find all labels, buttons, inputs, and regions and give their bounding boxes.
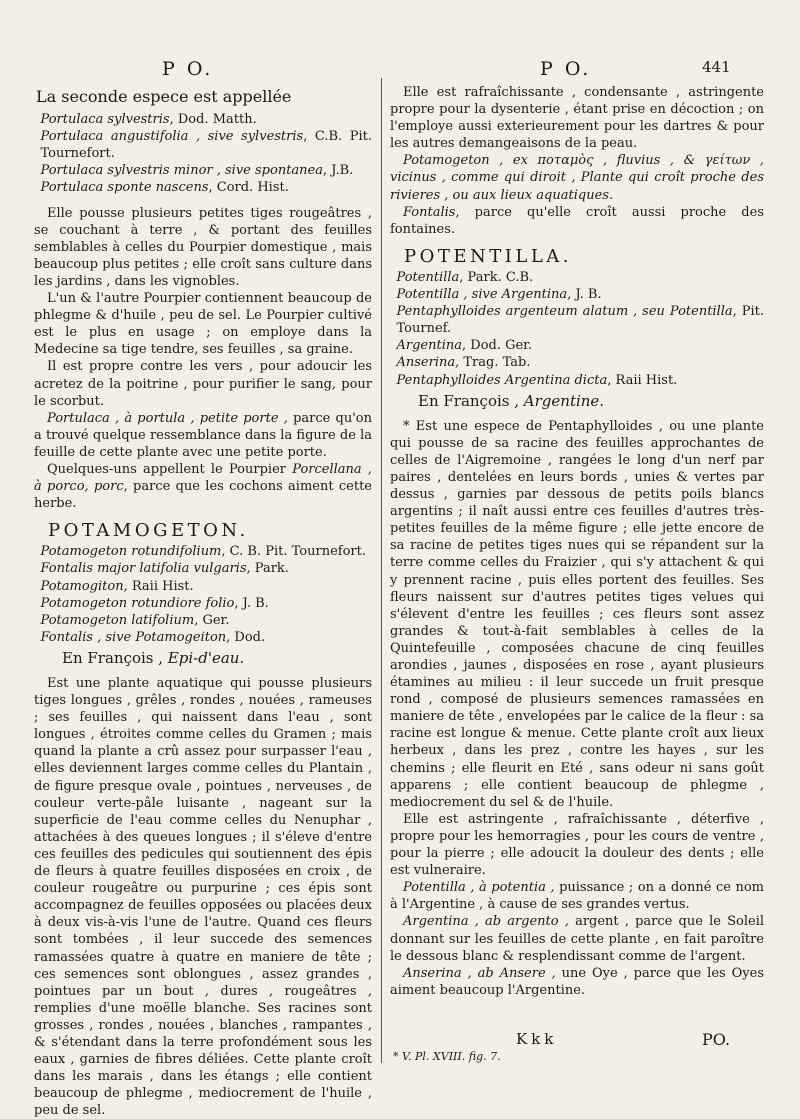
paragraph: Elle pousse plusieurs petites tiges rougeâtres , se couchant à terre , & portant des feuilles semblables à celles du Pourpier domestique , mais beaucoup plus petites ; elle croît sans culture dans les jardins , dans les vignobles. — [34, 205, 372, 289]
etymology-text: parce qu'on a trouvé quelque ressemblance dans la figure de la feuille de cette plante avec une petite porte. — [34, 410, 372, 460]
section-title-potamogeton: POTAMOGETON. — [48, 520, 249, 542]
synonym-name: Argentina — [396, 338, 462, 354]
synonym-author: , Raii Hist. — [607, 372, 678, 388]
synonym-author: , C.B. Pit. Tournefort. — [40, 129, 372, 162]
synonym-name: Potamogiton — [40, 578, 124, 594]
continuation-paragraph: Elle est rafraîchissante , condensante , astringente propre pour la dysenterie , étant prise en décoction ; on l'employe aussi exterieurement pour les dartres & pour les autres demangeaisons de la peau. — [390, 85, 764, 152]
synonym-line — [34, 111, 372, 128]
fontalis-paragraph — [390, 204, 764, 238]
french-label: En François , — [418, 391, 524, 410]
etymology-term: Argentina , ab argento , — [403, 914, 569, 930]
porcellana-paragraph — [34, 461, 372, 512]
synonym-author: , C. B. Pit. Tournefort. — [221, 544, 366, 560]
synonym-author: , Ger. — [194, 612, 230, 628]
potamogeton-synonyms — [34, 543, 372, 646]
synonym-name: Pentaphylloides Argentina dicta — [396, 372, 608, 388]
synonym-author: , Cord. Hist. — [208, 180, 289, 196]
synonym-line — [34, 560, 372, 577]
etymology-text: une Oye , parce que les Oyes aiment beaucoup l'Argentine. — [390, 965, 764, 998]
french-name: Argentine. — [523, 391, 605, 410]
synonym-name: Potamogeton latifolium — [40, 612, 195, 628]
synonym-author: , Dod. — [226, 629, 266, 645]
french-name-line — [62, 650, 372, 667]
synonym-name: Fontalis , sive Potamogeiton — [40, 629, 227, 645]
potamogeton-etymology: Potamogeton , ex ποταμὸς , fluvius , & γείτων , vicinus , comme qui diroit , Plante qui croît proche des rivieres , ou aux lieux aquatiques. — [390, 153, 764, 203]
running-head-right: P O. — [540, 58, 592, 80]
synonym-line — [34, 612, 372, 629]
synonym-line — [390, 354, 764, 371]
catchword: PO. — [702, 1030, 731, 1049]
portulaca-synonyms — [34, 111, 372, 196]
synonym-line — [34, 629, 372, 646]
french-name-line — [418, 393, 764, 410]
porcellana-text: Quelques-uns appellent le Pourpier — [47, 461, 293, 477]
running-head-left: P O. — [162, 58, 214, 80]
etymology-paragraph — [390, 965, 764, 999]
left-column — [34, 84, 372, 1119]
etymology-paragraph — [390, 913, 764, 964]
paragraph: Il est propre contre les vers , pour adoucir les acretez de la poitrine , pour purifier le sang, pour le scorbut. — [34, 359, 372, 409]
synonym-author: , Pit. Tournef. — [396, 304, 764, 337]
synonym-name: Pentaphylloides argenteum alatum , seu Potentilla — [396, 304, 733, 320]
page-number: 441 — [702, 58, 731, 76]
synonym-name: Anserina — [396, 355, 456, 371]
fontalis-term: Fontalis — [403, 204, 456, 220]
synonym-author: , Dod. Ger. — [462, 338, 533, 354]
synonym-line — [390, 286, 764, 303]
porcellana-text-end: , parce que les cochons aiment cette herbe. — [34, 479, 372, 512]
footnote: * V. Pl. XVIII. fig. 7. — [393, 1050, 501, 1063]
synonym-author: , Park. C.B. — [459, 269, 534, 285]
synonym-line — [34, 578, 372, 595]
etymology-text: puissance ; on a donné ce nom à l'Argentine , à cause de ses grandes vertus. — [390, 880, 765, 913]
synonym-line — [390, 269, 764, 286]
synonym-line — [390, 337, 764, 354]
spacer — [34, 197, 372, 205]
synonym-name: Potamogeton rotundiore folio — [40, 595, 235, 611]
etymology-paragraph — [390, 879, 764, 913]
column-rule — [381, 78, 382, 1063]
synonym-author: , Trag. Tab. — [455, 355, 531, 371]
synonym-name: Fontalis major latifolia vulgaris — [40, 561, 247, 577]
etymology-text: argent , parce que le Soleil donnant sur les feuilles de cette plante , en fait paroître le dessous blanc & resplendissant comme de l'argent. — [390, 914, 765, 964]
synonym-author: , J. B. — [234, 595, 269, 611]
synonym-name: Potentilla — [396, 269, 460, 285]
synonym-name: Portulaca sylvestris minor , sive spontanea — [40, 163, 323, 179]
synonym-name: Portulaca sylvestris — [40, 112, 170, 128]
synonym-line — [34, 179, 372, 196]
synonym-author: , Park. — [246, 561, 289, 577]
description-paragraph: * Est une espece de Pentaphylloides , ou une plante qui pousse de sa racine des feuilles approchantes de celles de l'Aigremoine , rangées le long d'un nerf par paires , dentelées en leurs bords , unies & vertes par dessus , garnies par dessous de petits poils blancs argentins ; il naît aussi entre ces feuilles d'autres très-petites feuilles de la même figure ; elle jette encore de sa racine de petites tiges nues qui se répandent sur la terre comme celles du Fraizier , qui s'y attachent & qui y prennent racine , puis elles portent des feuilles. Ses fleurs naissent sur d'autres petites tiges velues qui s'élevent d'entre les feuilles ; ces fleurs sont assez grandes & tout-à-fait semblables à celles de la Quintefeuille , composées chacune de cinq feuilles arondies , jaunes , disposées en rose , ayant plusieurs étamines au milieu : il leur succede un fruit presque rond , composé de plusieurs semences ramassées en maniere de tête , envelopées par le calice de la fleur : sa racine est longue & menue. Cette plante croît aux lieux herbeux , dans les prez , contre les hayes , sur les chemins ; elle fleurit en Eté , sans odeur ni sans goût apparens ; elle contient beaucoup de phlegme , mediocrement du sel & de l'huile. — [390, 418, 764, 810]
etymology-term: Anserina , ab Ansere , — [403, 965, 556, 981]
paragraph: L'un & l'autre Pourpier contiennent beaucoup de phlegme & d'huile , peu de sel. Le Pourpier cultivé est le plus en usage ; on employe dans la Medecine sa tige tendre, ses feuilles , sa graine. — [34, 291, 372, 358]
etymology-term: Portulaca , à portula , petite porte , — [47, 410, 288, 426]
french-name: Epi-d'eau. — [167, 648, 245, 667]
potentilla-synonyms — [390, 269, 764, 389]
synonym-line — [390, 372, 764, 389]
synonym-name: Potentilla , sive Argentina — [396, 287, 568, 303]
synonym-author: , J. B. — [567, 287, 602, 303]
fontalis-text: , parce qu'elle croît aussi proche des fontaines. — [390, 204, 764, 237]
french-label: En François , — [62, 648, 168, 667]
etymology-paragraph — [34, 410, 372, 461]
synonym-line — [34, 543, 372, 560]
synonym-author: , J.B. — [323, 163, 354, 179]
description-paragraph: Est une plante aquatique qui pousse plusieurs tiges longues , grêles , rondes , nouées , rameuses ; ses feuilles , qui naissent dans l'eau , sont longues , étroites comme celles du Gramen ; mais quand la plante a crû assez pour surpasser l'eau , elles deviennent larges comme celles du Plantain , de figure presque ovale , pointues , nerveuses , de couleur verte-pâle luisante , nageant sur la superficie de l'eau comme celles du Nenuphar , attachées à des queues longues ; il s'éleve d'entre ces feuilles des pedicules qui soutiennent des épis de fleurs à quatre feuilles disposées en croix , de couleur rougeâtre ou purpurine ; ces épis sont accompagnez de feuilles opposées ou placées deux à deux vis-à-vis l'une de l'autre. Quand ces fleurs sont tombées , il leur succede des semences ramassées quatre à quatre en maniere de tête ; ces semences sont oblongues , assez grandes , pointues par un bout , dures , rougeâtres , remplies d'une moëlle blanche. Ses racines sont grosses , rondes , nouées , blanches , rampantes , & s'étendant dans la terre profondément sous les eaux , garnies de fibres déliées. Cette plante croît dans les marais , dans les étangs ; elle contient beaucoup de phlegme , mediocrement de l'huile , peu de sel. — [34, 676, 372, 1119]
synonym-name: Portulaca sponte nascens — [40, 180, 209, 196]
synonym-author: , Dod. Matth. — [169, 112, 257, 128]
synonym-author: , Raii Hist. — [123, 578, 194, 594]
synonym-line — [34, 162, 372, 179]
synonym-line — [390, 303, 764, 337]
etymology-term: Potentilla , à potentia , — [403, 880, 555, 896]
uses-paragraph: Elle est astringente , rafraîchissante , déterfive , propre pour les hemorragies , pour les cours de ventre , pour la pierre ; elle adoucit la douleur des dents ; elle est vulneraire. — [390, 811, 764, 879]
section-title-potentilla: POTENTILLA. — [404, 245, 573, 267]
synonym-line — [34, 595, 372, 612]
signature-mark: Kkk — [516, 1030, 558, 1048]
synonym-line — [34, 128, 372, 162]
synonym-name: Portulaca angustifolia , sive sylvestris — [40, 129, 304, 145]
synonym-name: Potamogeton rotundifolium — [40, 544, 222, 560]
intro-line: La seconde espece est appellée — [36, 87, 292, 106]
porcellana-term: Porcellana , à porco, porc — [34, 461, 372, 495]
right-column — [390, 84, 764, 999]
